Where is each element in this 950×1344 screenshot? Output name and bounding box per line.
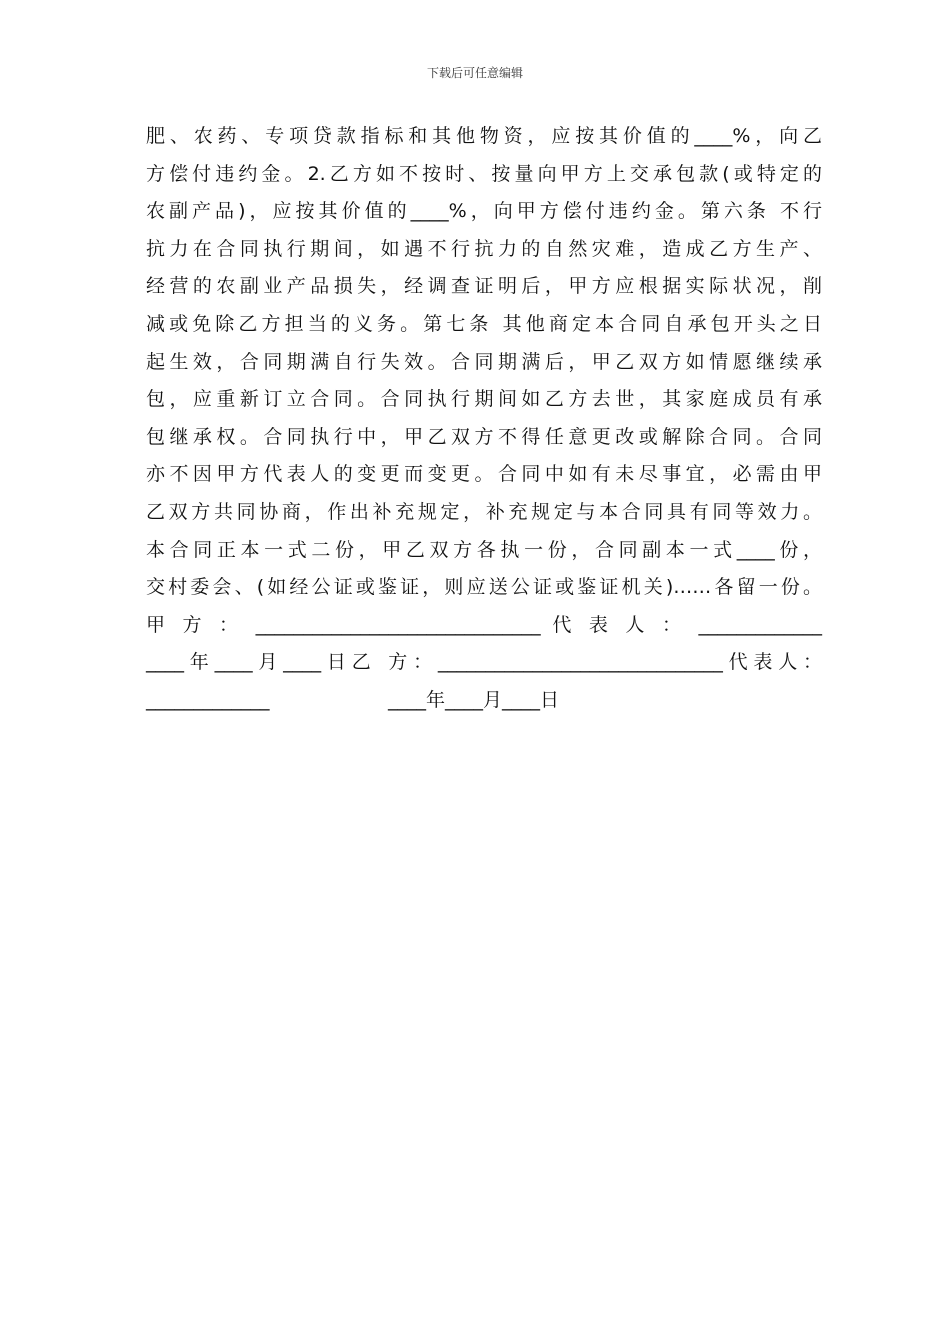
contract-line: 乙双方共同协商，作出补充规定，补充规定与本合同具有同等效力。	[146, 500, 822, 523]
contract-line: 包继承权。合同执行中，甲乙双方不得任意更改或解除合同。合同	[146, 425, 822, 448]
page-header-note: 下载后可任意编辑	[426, 66, 523, 80]
representative-blank: _____________	[146, 688, 270, 711]
contract-line: 包，应重新订立合同。合同执行期间如乙方去世，其家庭成员有承	[146, 388, 822, 411]
contract-line: 肥、农药、专项贷款指标和其他物资，应按其价值的____%，向乙	[146, 125, 822, 147]
contract-line: 本合同正本一式二份，甲乙双方各执一份，合同副本一式____份，	[146, 538, 822, 561]
signature-date-line	[146, 682, 822, 720]
contract-body	[146, 118, 822, 720]
contract-line: 方偿付违约金。2.乙方如不按时、按量向甲方上交承包款(或特定的	[146, 162, 822, 185]
signature-party-a-line: 甲 方 ： ______________________________ 代 表 人 ： _____________	[146, 613, 822, 636]
date-blank: ____年____月____日	[388, 688, 560, 711]
contract-line: 亦不因甲方代表人的变更而变更。合同中如有未尽事宜，必需由甲	[146, 463, 822, 486]
contract-line: 抗力在合同执行期间，如遇不行抗力的自然灾难，造成乙方生产、	[146, 237, 822, 260]
contract-line: 起生效，合同期满自行失效。合同期满后，甲乙双方如情愿继续承	[146, 350, 822, 373]
contract-line: 农副产品)，应按其价值的____%，向甲方偿付违约金。第六条 不行	[146, 200, 822, 223]
contract-line: 减或免除乙方担当的义务。第七条 其他商定本合同自承包开头之日	[146, 312, 822, 335]
contract-line: 交村委会、(如经公证或鉴证，则应送公证或鉴证机关)……各留一份。	[146, 576, 822, 599]
contract-line: 经营的农副业产品损失，经调查证明后，甲方应根据实际状况，削	[146, 275, 822, 298]
signature-party-b-line: ____年____月____日乙 方：______________________________代表人：	[146, 651, 822, 674]
